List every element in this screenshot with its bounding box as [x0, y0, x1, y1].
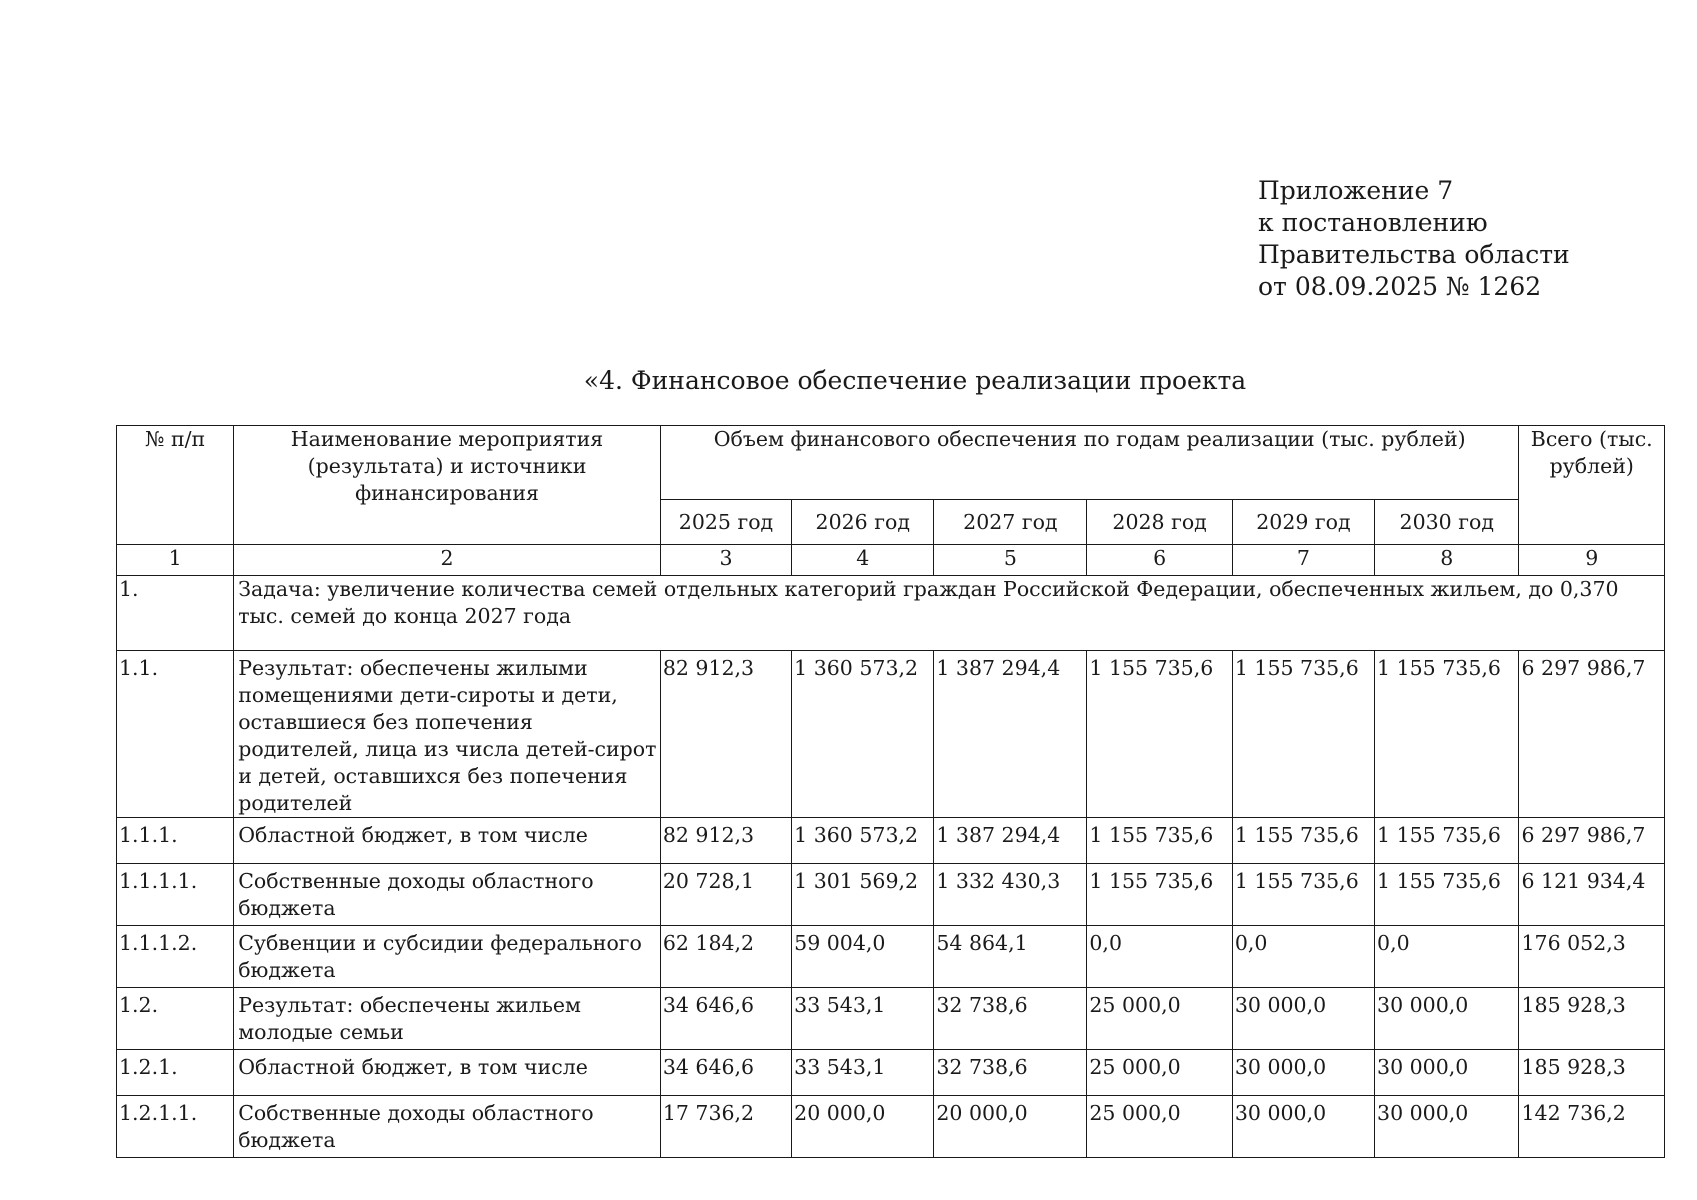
row-number: 1.2.1. [117, 1050, 234, 1096]
row-value: 32 738,6 [934, 988, 1087, 1050]
row-value: 82 912,3 [660, 818, 791, 864]
row-name: Субвенции и субсидии федерального бюджета [234, 926, 661, 988]
row-number: 1.1.1. [117, 818, 234, 864]
header-volume: Объем финансового обеспечения по годам реализации (тыс. рублей) [660, 426, 1519, 500]
row-value: 1 155 735,6 [1087, 651, 1232, 818]
row-total: 142 736,2 [1519, 1096, 1665, 1158]
appendix-line: Правительства области [1258, 240, 1570, 269]
row-value: 1 387 294,4 [934, 818, 1087, 864]
row-value: 20 000,0 [934, 1096, 1087, 1158]
row-name: Результат: обеспечены жилыми помещениями дети-сироты и дети, оставшиеся без попечения родителей, лица из числа детей-сирот и детей, оставшихся без попечения родителей [234, 651, 661, 818]
header-year: 2026 год [792, 500, 934, 545]
task-text: Задача: увеличение количества семей отдельных категорий граждан Российской Федерации, обеспеченных жильем, до 0,370 тыс. семей до конца 2027 года [234, 576, 1665, 651]
row-value: 1 155 735,6 [1375, 651, 1519, 818]
row-value: 30 000,0 [1375, 1050, 1519, 1096]
row-value: 32 738,6 [934, 1050, 1087, 1096]
row-value: 54 864,1 [934, 926, 1087, 988]
row-name: Собственные доходы областного бюджета [234, 1096, 661, 1158]
row-name: Областной бюджет, в том числе [234, 1050, 661, 1096]
row-value: 62 184,2 [660, 926, 791, 988]
row-name: Результат: обеспечены жильем молодые семьи [234, 988, 661, 1050]
row-value: 20 000,0 [792, 1096, 934, 1158]
task-row [117, 576, 1665, 651]
row-value: 25 000,0 [1087, 988, 1232, 1050]
table-row [117, 1050, 1665, 1096]
task-number: 1. [117, 576, 234, 651]
row-total: 6 121 934,4 [1519, 864, 1665, 926]
header-year: 2030 год [1375, 500, 1519, 545]
table-row [117, 926, 1665, 988]
header-year: 2029 год [1232, 500, 1374, 545]
row-value: 0,0 [1232, 926, 1374, 988]
row-value: 1 301 569,2 [792, 864, 934, 926]
row-value: 1 155 735,6 [1375, 864, 1519, 926]
table-row [117, 988, 1665, 1050]
row-value: 1 155 735,6 [1375, 818, 1519, 864]
row-total: 185 928,3 [1519, 1050, 1665, 1096]
header-year: 2025 год [660, 500, 791, 545]
row-value: 59 004,0 [792, 926, 934, 988]
header-row [117, 426, 1665, 500]
row-total: 6 297 986,7 [1519, 651, 1665, 818]
row-number: 1.1. [117, 651, 234, 818]
row-value: 30 000,0 [1232, 988, 1374, 1050]
appendix-line: Приложение 7 [1258, 176, 1454, 205]
row-value: 30 000,0 [1232, 1050, 1374, 1096]
row-name: Собственные доходы областного бюджета [234, 864, 661, 926]
appendix-block [1258, 175, 1570, 303]
row-value: 1 155 735,6 [1232, 864, 1374, 926]
header-total: Всего (тыс. рублей) [1519, 426, 1665, 545]
row-value: 34 646,6 [660, 988, 791, 1050]
row-value: 1 360 573,2 [792, 651, 934, 818]
column-number: 5 [934, 545, 1087, 576]
row-total: 176 052,3 [1519, 926, 1665, 988]
row-number: 1.1.1.2. [117, 926, 234, 988]
row-value: 33 543,1 [792, 1050, 934, 1096]
row-name: Областной бюджет, в том числе [234, 818, 661, 864]
row-value: 1 332 430,3 [934, 864, 1087, 926]
header-year: 2027 год [934, 500, 1087, 545]
row-value: 34 646,6 [660, 1050, 791, 1096]
table-row [117, 1096, 1665, 1158]
row-value: 25 000,0 [1087, 1096, 1232, 1158]
row-value: 1 155 735,6 [1087, 818, 1232, 864]
financing-table [116, 425, 1665, 1158]
row-value: 1 155 735,6 [1232, 818, 1374, 864]
row-value: 1 155 735,6 [1087, 864, 1232, 926]
row-value: 1 387 294,4 [934, 651, 1087, 818]
row-number: 1.1.1.1. [117, 864, 234, 926]
header-name: Наименование мероприятия (результата) и источники финансирования [234, 426, 661, 545]
row-value: 33 543,1 [792, 988, 934, 1050]
appendix-line: к постановлению [1258, 208, 1488, 237]
row-value: 25 000,0 [1087, 1050, 1232, 1096]
row-value: 1 155 735,6 [1232, 651, 1374, 818]
header-num: № п/п [117, 426, 234, 545]
row-value: 30 000,0 [1375, 988, 1519, 1050]
row-total: 6 297 986,7 [1519, 818, 1665, 864]
row-number: 1.2. [117, 988, 234, 1050]
column-number: 3 [660, 545, 791, 576]
column-number-row [117, 545, 1665, 576]
row-value: 30 000,0 [1232, 1096, 1374, 1158]
column-number: 2 [234, 545, 661, 576]
row-value: 30 000,0 [1375, 1096, 1519, 1158]
column-number: 9 [1519, 545, 1665, 576]
table-row [117, 651, 1665, 818]
column-number: 1 [117, 545, 234, 576]
appendix-line: от 08.09.2025 № 1262 [1258, 272, 1542, 301]
column-number: 8 [1375, 545, 1519, 576]
table-row [117, 818, 1665, 864]
row-number: 1.2.1.1. [117, 1096, 234, 1158]
document-title: «4. Финансовое обеспечение реализации проекта [583, 366, 1247, 395]
header-year: 2028 год [1087, 500, 1232, 545]
column-number: 4 [792, 545, 934, 576]
row-value: 0,0 [1087, 926, 1232, 988]
column-number: 7 [1232, 545, 1374, 576]
row-value: 20 728,1 [660, 864, 791, 926]
column-number: 6 [1087, 545, 1232, 576]
row-value: 17 736,2 [660, 1096, 791, 1158]
table-row [117, 864, 1665, 926]
row-value: 0,0 [1375, 926, 1519, 988]
row-value: 1 360 573,2 [792, 818, 934, 864]
row-value: 82 912,3 [660, 651, 791, 818]
row-total: 185 928,3 [1519, 988, 1665, 1050]
